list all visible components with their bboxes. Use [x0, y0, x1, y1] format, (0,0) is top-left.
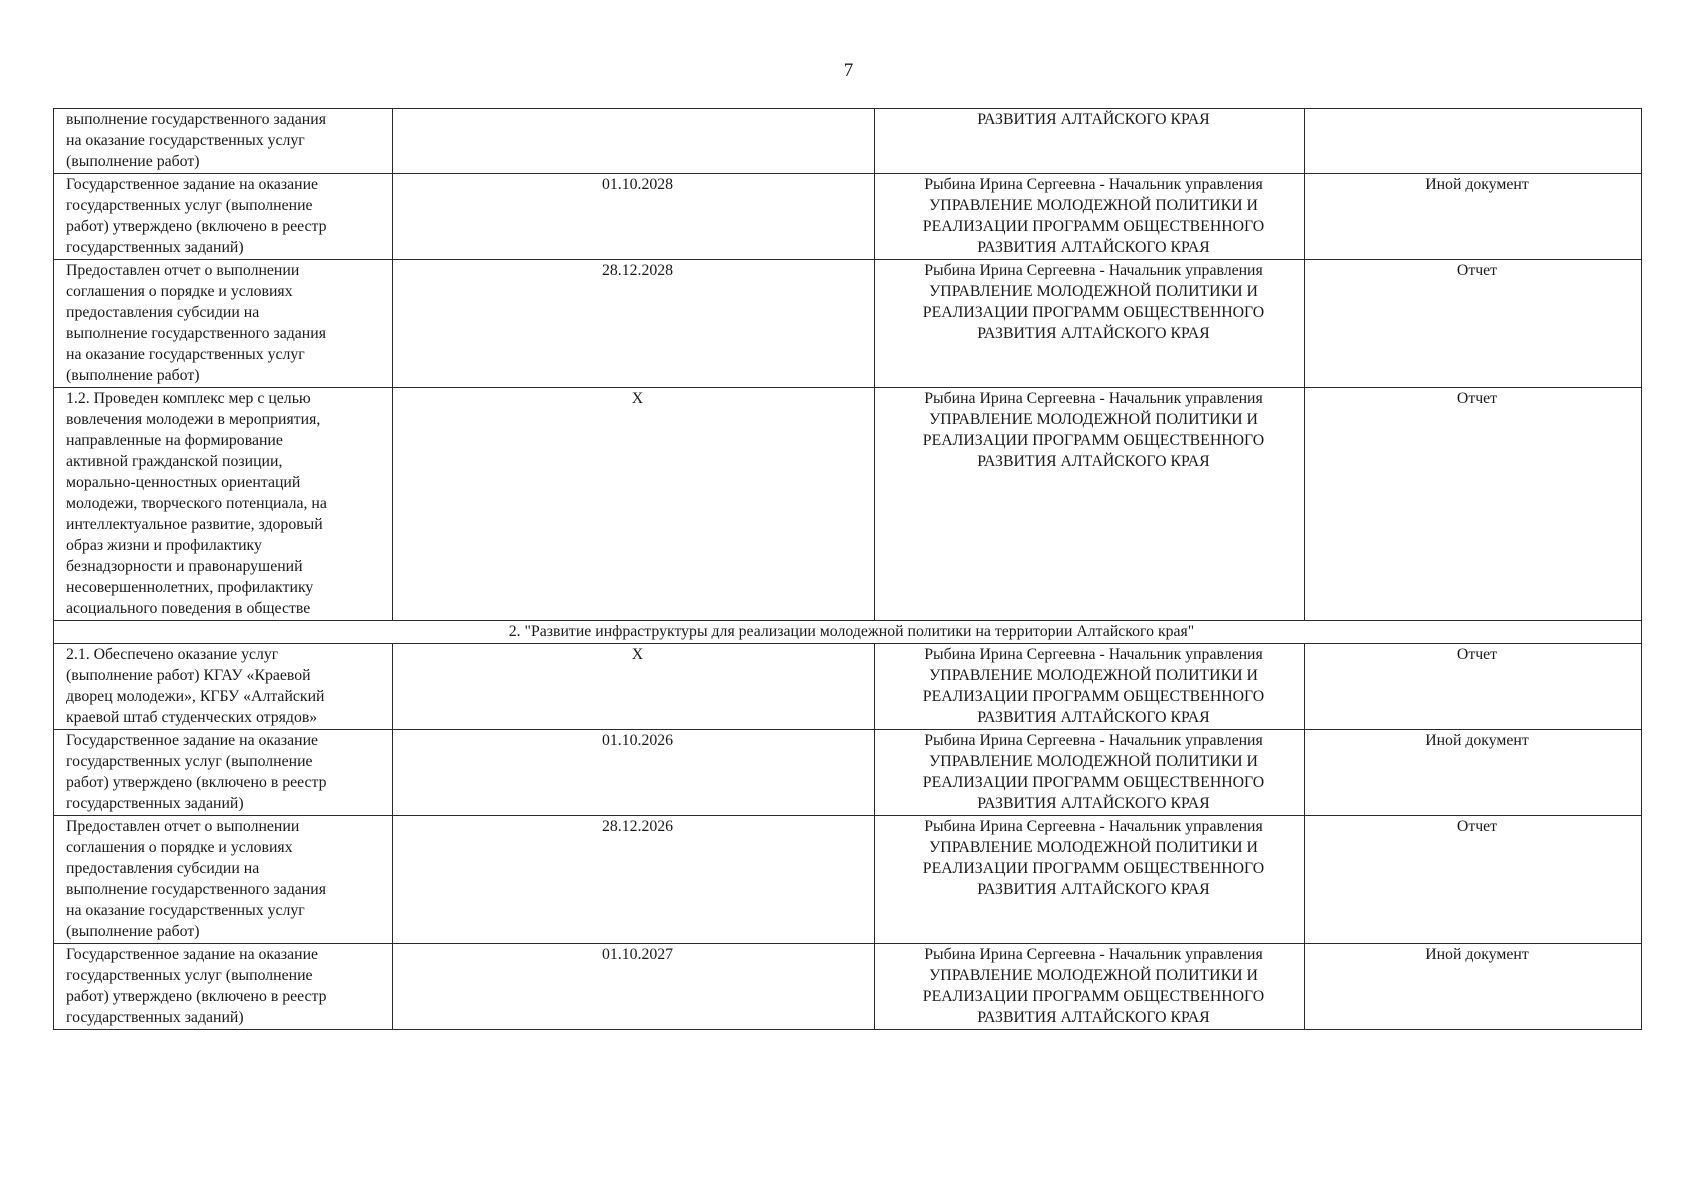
- document-type-text: Иной документ: [1425, 176, 1529, 193]
- responsible-text-line: РАЗВИТИЯ АЛТАЙСКОГО КРАЯ: [977, 453, 1210, 470]
- event-text-line: государственных услуг (выполнение: [66, 967, 313, 984]
- responsible-text-line: РАЗВИТИЯ АЛТАЙСКОГО КРАЯ: [977, 881, 1210, 898]
- event-text-line: предоставления субсидии на: [66, 304, 260, 321]
- responsible-text-line: УПРАВЛЕНИЕ МОЛОДЕЖНОЙ ПОЛИТИКИ И: [929, 839, 1258, 856]
- document-type-text: Отчет: [1456, 390, 1498, 407]
- date-text: 28.12.2028: [601, 262, 674, 279]
- event-text-line: асоциального поведения в обществе: [66, 600, 311, 617]
- event-text-line: вовлечения молодежи в мероприятия,: [66, 411, 321, 428]
- responsible-text-line: Рыбина Ирина Сергеевна - Начальник управления: [924, 818, 1263, 835]
- responsible-text-line: УПРАВЛЕНИЕ МОЛОДЕЖНОЙ ПОЛИТИКИ И: [929, 753, 1258, 770]
- responsible-text-line: Рыбина Ирина Сергеевна - Начальник управления: [924, 176, 1263, 193]
- date-text: 01.10.2026: [601, 732, 674, 749]
- document-type-text: Отчет: [1456, 646, 1498, 663]
- event-cell: [54, 730, 393, 816]
- event-text-line: предоставления субсидии на: [66, 860, 260, 877]
- event-cell: [54, 388, 393, 621]
- responsible-text-line: РЕАЛИЗАЦИИ ПРОГРАММ ОБЩЕСТВЕННОГО: [922, 688, 1265, 705]
- event-text-line: работ) утверждено (включено в реестр: [66, 218, 327, 235]
- event-cell: [54, 174, 393, 260]
- event-text-line: Государственное задание на оказание: [66, 176, 319, 193]
- event-text-line: выполнение государственного задания: [66, 881, 326, 898]
- event-text-line: государственных заданий): [66, 239, 244, 256]
- event-text-line: дворец молодежи», КГБУ «Алтайский: [66, 688, 325, 705]
- document-type-text: Иной документ: [1425, 732, 1529, 749]
- responsible-text-line: РАЗВИТИЯ АЛТАЙСКОГО КРАЯ: [977, 239, 1210, 256]
- responsible-cell: [875, 260, 1305, 388]
- date-text: X: [631, 646, 644, 663]
- event-text-line: (выполнение работ): [66, 923, 200, 940]
- event-text-line: безнадзорности и правонарушений: [66, 558, 303, 575]
- responsible-text-line: РАЗВИТИЯ АЛТАЙСКОГО КРАЯ: [977, 795, 1210, 812]
- event-text-line: государственных услуг (выполнение: [66, 753, 313, 770]
- event-text-line: государственных услуг (выполнение: [66, 197, 313, 214]
- event-text-line: (выполнение работ): [66, 153, 200, 170]
- responsible-text-line: УПРАВЛЕНИЕ МОЛОДЕЖНОЙ ПОЛИТИКИ И: [929, 411, 1258, 428]
- responsible-text-line: РЕАЛИЗАЦИИ ПРОГРАММ ОБЩЕСТВЕННОГО: [922, 218, 1265, 235]
- table-row: [54, 816, 1642, 944]
- table-row: [54, 944, 1642, 1030]
- responsible-cell: [875, 644, 1305, 730]
- control-points-table: [53, 108, 1642, 1030]
- event-text-line: соглашения о порядке и условиях: [66, 839, 293, 856]
- table-row: [54, 388, 1642, 621]
- event-text-line: Предоставлен отчет о выполнении: [66, 262, 300, 279]
- responsible-text-line: РАЗВИТИЯ АЛТАЙСКОГО КРАЯ: [977, 709, 1210, 726]
- responsible-text-line: РАЗВИТИЯ АЛТАЙСКОГО КРАЯ: [977, 1009, 1210, 1026]
- document-type-cell: [1305, 109, 1642, 174]
- section-row: [54, 621, 1642, 644]
- event-text-line: (выполнение работ) КГАУ «Краевой: [66, 667, 311, 684]
- document-type-cell: [1305, 944, 1642, 1030]
- date-cell: [393, 644, 875, 730]
- event-text-line: морально-ценностных ориентаций: [66, 474, 301, 491]
- event-text-line: выполнение государственного задания: [66, 325, 326, 342]
- event-text-line: государственных заданий): [66, 795, 244, 812]
- date-text: X: [631, 390, 644, 407]
- responsible-text-line: РЕАЛИЗАЦИИ ПРОГРАММ ОБЩЕСТВЕННОГО: [922, 304, 1265, 321]
- responsible-text-line: УПРАВЛЕНИЕ МОЛОДЕЖНОЙ ПОЛИТИКИ И: [929, 667, 1258, 684]
- document-type-cell: [1305, 174, 1642, 260]
- document-type-cell: [1305, 388, 1642, 621]
- event-text-line: образ жизни и профилактику: [66, 537, 262, 554]
- table-row: [54, 260, 1642, 388]
- event-text-line: соглашения о порядке и условиях: [66, 283, 293, 300]
- event-text-line: государственных заданий): [66, 1009, 244, 1026]
- responsible-cell: [875, 816, 1305, 944]
- event-text-line: на оказание государственных услуг: [66, 132, 305, 149]
- responsible-text-line: УПРАВЛЕНИЕ МОЛОДЕЖНОЙ ПОЛИТИКИ И: [929, 967, 1258, 984]
- date-cell: [393, 816, 875, 944]
- responsible-cell: [875, 388, 1305, 621]
- responsible-text-line: УПРАВЛЕНИЕ МОЛОДЕЖНОЙ ПОЛИТИКИ И: [929, 197, 1258, 214]
- event-cell: [54, 260, 393, 388]
- event-text-line: направленные на формирование: [66, 432, 283, 449]
- responsible-text-line: Рыбина Ирина Сергеевна - Начальник управления: [924, 262, 1263, 279]
- event-text-line: (выполнение работ): [66, 367, 200, 384]
- event-text-line: активной гражданской позиции,: [66, 453, 283, 470]
- responsible-cell: [875, 109, 1305, 174]
- event-text-line: Предоставлен отчет о выполнении: [66, 818, 300, 835]
- responsible-text-line: УПРАВЛЕНИЕ МОЛОДЕЖНОЙ ПОЛИТИКИ И: [929, 283, 1258, 300]
- event-text-line: Государственное задание на оказание: [66, 946, 319, 963]
- document-type-cell: [1305, 260, 1642, 388]
- date-text: 01.10.2027: [601, 946, 674, 963]
- date-cell: [393, 174, 875, 260]
- document-type-text: Иной документ: [1425, 946, 1529, 963]
- event-text-line: молодежи, творческого потенциала, на: [66, 495, 327, 512]
- responsible-cell: [875, 944, 1305, 1030]
- document-type-text: Отчет: [1456, 818, 1498, 835]
- date-cell: [393, 109, 875, 174]
- event-text-line: краевой штаб студенческих отрядов»: [66, 709, 318, 726]
- table-body: [54, 109, 1642, 1030]
- event-text-line: выполнение государственного задания: [66, 111, 326, 128]
- responsible-text-line: РЕАЛИЗАЦИИ ПРОГРАММ ОБЩЕСТВЕННОГО: [922, 988, 1265, 1005]
- event-text-line: несовершеннолетних, профилактику: [66, 579, 314, 596]
- event-cell: [54, 816, 393, 944]
- responsible-cell: [875, 730, 1305, 816]
- event-cell: [54, 644, 393, 730]
- responsible-text-line: Рыбина Ирина Сергеевна - Начальник управления: [924, 646, 1263, 663]
- table-row: [54, 109, 1642, 174]
- event-text-line: работ) утверждено (включено в реестр: [66, 988, 327, 1005]
- responsible-text-line: РЕАЛИЗАЦИИ ПРОГРАММ ОБЩЕСТВЕННОГО: [922, 432, 1265, 449]
- event-text-line: на оказание государственных услуг: [66, 346, 305, 363]
- responsible-text-line: РАЗВИТИЯ АЛТАЙСКОГО КРАЯ: [977, 111, 1210, 128]
- responsible-text-line: РЕАЛИЗАЦИИ ПРОГРАММ ОБЩЕСТВЕННОГО: [922, 774, 1265, 791]
- document-type-cell: [1305, 644, 1642, 730]
- responsible-cell: [875, 174, 1305, 260]
- responsible-text-line: РЕАЛИЗАЦИИ ПРОГРАММ ОБЩЕСТВЕННОГО: [922, 860, 1265, 877]
- date-cell: [393, 730, 875, 816]
- responsible-text-line: Рыбина Ирина Сергеевна - Начальник управления: [924, 390, 1263, 407]
- date-text: 28.12.2026: [601, 818, 674, 835]
- event-text-line: работ) утверждено (включено в реестр: [66, 774, 327, 791]
- document-type-cell: [1305, 730, 1642, 816]
- responsible-text-line: РАЗВИТИЯ АЛТАЙСКОГО КРАЯ: [977, 325, 1210, 342]
- date-cell: [393, 260, 875, 388]
- date-text: 01.10.2028: [601, 176, 674, 193]
- document-type-text: Отчет: [1456, 262, 1498, 279]
- date-cell: [393, 388, 875, 621]
- page-number: 7: [843, 60, 854, 81]
- responsible-text-line: Рыбина Ирина Сергеевна - Начальник управления: [924, 946, 1263, 963]
- event-text-line: 2.1. Обеспечено оказание услуг: [66, 646, 279, 663]
- event-cell: [54, 109, 393, 174]
- table-row: [54, 174, 1642, 260]
- table-row: [54, 644, 1642, 730]
- event-text-line: на оказание государственных услуг: [66, 902, 305, 919]
- responsible-text-line: Рыбина Ирина Сергеевна - Начальник управления: [924, 732, 1263, 749]
- event-cell: [54, 944, 393, 1030]
- event-text-line: Государственное задание на оказание: [66, 732, 319, 749]
- date-cell: [393, 944, 875, 1030]
- event-text-line: интеллектуальное развитие, здоровый: [66, 516, 323, 533]
- event-text-line: 1.2. Проведен комплекс мер с целью: [66, 390, 311, 407]
- document-type-cell: [1305, 816, 1642, 944]
- section-heading: 2. "Развитие инфраструктуры для реализации молодежной политики на территории Алтайского края": [54, 621, 1642, 644]
- table-row: [54, 730, 1642, 816]
